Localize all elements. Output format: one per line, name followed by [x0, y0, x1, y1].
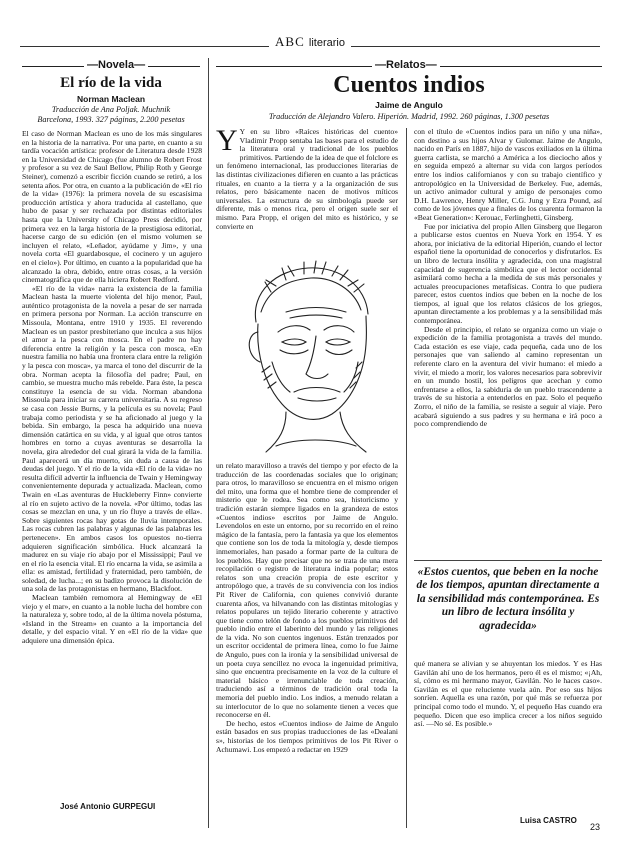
left-paragraph-3: Maclean también remomora al Hemingway de «El viejo y el mar», en cuanto a la noble lucha del hombre con la naturaleza y, sobre todo, al de la última novela póstuma, «Island in the Stream» en cuanto a la importancia del detalle, y del espacio vital. Y en «El río de la vida» que adquiere una dimensión épica.: [22, 593, 202, 646]
right-article-reference: Traducción de Alejandro Valero. Hiperión. Madrid, 1992. 260 páginas, 1.300 pesetas: [268, 112, 550, 121]
left-paragraph-2: «El río de la vida» narra la existencia de la familia Maclean hasta la muerte violenta del hijo menor, Paul, auténtico protagonista de la novela a pesar de ser narrada en primera persona por Norman. La acción transcurre en Missoula, Montana, entre 1910 y 1935. El reverendo Maclean es un pastor presbiteriano que inculca a sus hijos el amor a la pesca con mosca. En el padre no hay diferencia entre la religión y la pesca con mosca, «En nuestra familia no había una frontera clara entre la religión y la pesca con mosca», ya marca el tono del discurrir de la obra. Norman acepta la filosofía del padre; Paul, en cambio, se muestra mucho más rebelde. Para éste, la pesca constituye la esencia de su vida. Norman abandona Missoula para iniciar su carrera universitaria. A su regreso se casa con Jessie Burns, y la película es su novela; Paul trabaja como periodista y se ha aficionado al juego y la bebida. Sin embargo, la pesca ha adquirido una nueva dimensión catártica en su vida, y al igual que otros tantos hombres en torno a cuyas aventuras se desarrolla la novela, gira alrededor del cual girará la vida de la familia. Paul aparecerá un día muerto, sin duda a causa de las deudas del juego. Y el río de la vida «El río de la vida» no resulta difícil advertir la influencia de Twain y Hemingway convenientemente depurada y actualizada. Maclean, como Twain en «Las aventuras de Huckleberry Finn» convierte al río en sujeto activo de la novela. «Por último, todas las cosas se mezclan en una, y un río fluye a través de ella». Sobre siguientes rocas hay gotas de lluvia intemporales. Las rocas cubren las palabras y algunas de las palabras les pertenecen». En ambos casos los opuestos no-tierra adquieren significación simbólica. Huck alcanzará la madurez en su viaje río abajo por el Mississippi; Paul ve en el río la esencia vital. El río encarna la vida, se asimila a ella: es amistad, fertilidad y fraternidad, pero también, de soledad, de lucha...; en su badizo provoca la disolución de una sola de las protagonistas en hermano, Blackfoot.: [22, 283, 202, 594]
left-translation: Traducción de Ana Poljak. Muchnik: [51, 105, 171, 114]
right-col1-top: [216, 128, 398, 244]
right-col1-bottom-text: un relato maravilloso a través del tiempo y por efecto de la traducción de las coordenadas sociales que lo originan; para otros, lo maravilloso se encuentra en el mismo origen del mito, una forma que el hombre tiene de comprender el misterio que le rodea. Sea como sea, historicismo y tradición estarán siempre ligados en la grandeza de estos «Cuentos indios» escritos por Jaime de Angulo. Levendolos en este un entorno, por su recorrido en el reino mágico de la fantasía, pero la fantasía ya que los elementos que contiene son los de toda la mitología y, desde tiempos inmemoriales, han pasado a formar parte de la cultura de los pueblos. Hay que precisar que no se trata de una mera recopilación o registro de literatura india popular; estos relatos son una creación propia de este escritor y antropólogo que, a través de su convivencia con los indios Pit River de California, con quienes convivió durante cuarenta años, va hilvanando con las distintas mitologías y relatos populares un tejido literario coherente y atractivo que tiene como telón de fondo a los pueblos primitivos del pueblo indio entre el laberinto del mundo y las religiones de la vida. No son cuentos ingenuos. Están trenzados por un escritor occidental de primera línea, como lo fue Jaime de Angulo, pues con la ironía y la sensibilidad universal de un poeta cuya sencillez no evoca la ingenuidad primitiva, sino que encuentra precisamente en la voz de la culture el material básico e irrenunciable de toda creación, traduciendo así a términos de tradición oral toda la memoria del pueblo indio. Los indios, a menudo relatan a su interlocutor de lo que no solamente tienen a veces que reconocerse en él.: [216, 462, 398, 720]
right-section-text: Relatos: [386, 59, 426, 71]
quote-rule-top: [414, 560, 602, 561]
left-article-body: [22, 130, 202, 790]
right-col1-bottom: [216, 462, 398, 782]
right-col1-top-body: Y en su libro «Raíces históricas del cuento» Vladimir Propp sentaba las bases para el estudio de la literatura oral y tradicional de los pueblos primitivos. Partiendo de la idea de que el folclore es un fenómeno internacional, las producciones literarias de las distintas civilizaciones difieren en cuanto a las prácticas rituales, en cuanto a la tierra y a la organización de sus relatos, pero básicamente nacen de motivos míticos universales. La estructura de su simbología puede ser diferente, más o menos rica, pero el origen suele ser el mismo. Para Propp, el origen del mito es histórico, y se convierte en: [216, 128, 398, 231]
left-publication: Barcelona, 1993. 327 páginas, 2.200 pesetas: [37, 115, 185, 124]
page-header: [0, 34, 620, 50]
column-separator: [208, 58, 209, 828]
left-section-label: —Novela—: [84, 59, 148, 71]
header-section: literario: [308, 37, 345, 49]
left-article-title: El río de la vida: [60, 75, 162, 91]
left-section-text: Novela: [98, 59, 135, 71]
left-paragraph-1: El caso de Norman Maclean es uno de los más singulares en la historia de la narrativa. Por una parte, en cuanto a su tardía vocación artística: profesor de Literatura desde 1928 en la Universidad de Chicago (fue alumno de Robert Frost y profesor a su vez de Saul Bellow, Philip Roth y George Steiner), comenzó a escribir ficción cuando se retiró, a los setenta años. Por otra, en cuanto a la publicación de «El río de la vida» (1976): la primera novela de su escasísima producción artística y ahora traducida al castellano, que hubo de pasar y ser rechazada por distintas editoriales hasta que la University of Chicago Press decidió, por primera vez en la larga historia de la prestigiosa editorial, hacerse cargo de su edición (en el mismo volumen se incluyen el relato, «Leñador, ayúdame y Jim», y una novela corta «El guardabosque, el cocinero y un agujero en el cielo»). Por último, en cuanto a la popularidad que ha alcanzado la obra, debido, entre otras cosas, a la versión cinematográfica que de ella hiciera Robert Redford.: [22, 130, 202, 285]
right-section-label: —Relatos—: [372, 59, 440, 71]
header-text: [269, 35, 351, 50]
left-article-signature: José Antonio GURPEGUI: [60, 802, 156, 811]
drop-cap: Y: [216, 128, 238, 157]
right-column-separator: [406, 128, 407, 828]
right-article-author: Jaime de Angulo: [375, 100, 443, 110]
right-col2-bottom: [414, 660, 602, 780]
right-col1-end-text: De hecho, estos «Cuentos indios» de Jaime de Angulo están basados en sus propias traducciones de las «Dealani s», historias de los tiempos primitivos de los Pit River o Achumawi. Los empezó a redactar en 1929: [216, 718, 398, 754]
right-col1-top-text: [216, 128, 398, 231]
left-article-author: Norman Maclean: [76, 94, 146, 104]
right-article-title: Cuentos indios: [333, 72, 485, 98]
author-portrait-illustration: [216, 252, 402, 457]
page-number: 23: [590, 822, 601, 832]
right-col2-top: [414, 128, 602, 554]
right-col2-p2: Fue por iniciativa del propio Allen Ginsberg que llegaron a publicarse estos cuentos en Nueva York en 1954. Y es ahora, por iniciativa de la editorial Hiperión, cuando el lector español tiene la oportunidad de conocerlos y disfrutarlos. Es un libro de lectura insólita y agradecida, con una magistral capacidad de sugerencia simbólica que el lector occidental asimilará como hecha a la medida de sus más personales y actuales preocupaciones metafísicas. Contra lo que pudiera parecer, estos cuentos indios que beben en la noche de los tiempos, al igual que los relatos clásicos de los griegos, apuntan directamente a los problemas y a la sensibilidad más contemporánea.: [414, 221, 602, 326]
pull-quote: «Estos cuentos, que beben en la noche de los tiempos, apuntan directamente a la sensibilidad más contemporánea. Es un libro de lectura insólita y agradecida»: [416, 566, 600, 632]
header-brand: ABC: [275, 34, 305, 49]
right-article-signature: Luisa CASTRO: [520, 816, 577, 825]
right-col2-p3: Desde el principio, el relato se organiza como un viaje o expedición de la familia protagonista a través del mundo. Cada estación es ese viaje, cada pequeña, cada uno de los personajes que van saliendo al camino representan un referente claro en la aventura del vivir humano: el miedo a vivir, el miedo a morir, los valores necesarios para sobrevivir en un mundo hostil, los peligros que acechan y como enfrentarse a ellos, la sabiduría de un pueblo trascendente a través de su historia a entenderlos en paz. Solo el pequeño Zorro, el niño de la familia, se resiste a seguir al viaje. Pero acabará siguiendo a sus padres y su hermana e irá poco a poco comprendiendo de: [414, 324, 602, 429]
left-article-reference: [18, 105, 204, 125]
right-col2-end-text: qué manera se alivian y se ahuyentan los miedos. Y es Has Gavilán ahí uno de los hermanos, pero él es el mismo; «¡Ah, sí, cómo es mi hermano mayor, Gavilán. No le haces caso». Gavilán es el que reluciente vuela aún. Por eso sus hijos sonríen. Aquella es una razón, por qué más se refuerza por principal como todo el mundo. Y, el pequeño Has cuando era pequeño. Dicen que eso implica crecer a los niños seguido así. —No sé. Es posible.»: [414, 660, 602, 729]
right-col2-p1: con el título de «Cuentos indios para un niño y una niña», con destino a sus hijos Alvar y Gulomar. Jaime de Angulo, nacido en París en 1887, hijo de vascos exiliados en la última guerra carlista, se marchó a América a los dieciocho años y en seguida empezó a alternar su vida con largos períodos entre los indios californianos y con su trabajo científico y antropológico en la Universidad de Berkeley. Fue, además, un activo animador cultural y amigo de personajes como D.H. Lawrence, Henry Miller, C.G. Jung y Ezra Pound, así como de los jóvenes que a finales de los cuarenta formaron la «Beat Generation»: Kerouac, Ferlinghetti, Ginsberg.: [414, 128, 602, 222]
